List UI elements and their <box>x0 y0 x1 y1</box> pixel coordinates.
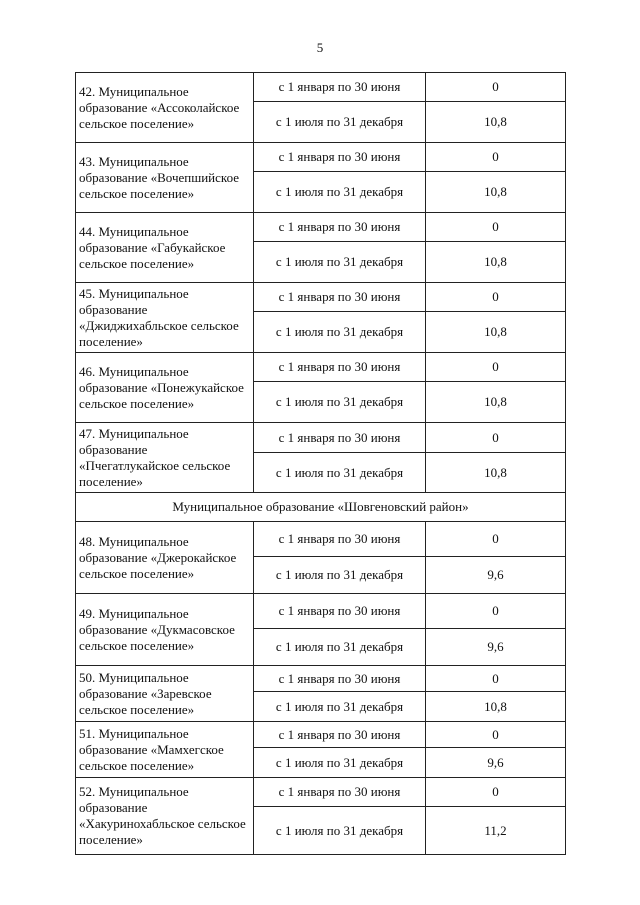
value-second-half: 10,8 <box>426 102 566 143</box>
period-first-half: с 1 января по 30 июня <box>254 283 426 312</box>
period-first-half: с 1 января по 30 июня <box>254 73 426 102</box>
period-first-half: с 1 января по 30 июня <box>254 778 426 807</box>
period-second-half: с 1 июля по 31 декабря <box>254 102 426 143</box>
period-first-half: с 1 января по 30 июня <box>254 143 426 172</box>
value-second-half: 10,8 <box>426 453 566 493</box>
value-first-half: 0 <box>426 722 566 748</box>
period-second-half: с 1 июля по 31 декабря <box>254 312 426 353</box>
section-title: Муниципальное образование «Шовгеновский район» <box>76 493 566 522</box>
tariff-table <box>75 72 566 855</box>
value-first-half: 0 <box>426 423 566 453</box>
page-number: 5 <box>316 40 324 55</box>
value-first-half: 0 <box>426 353 566 382</box>
table-row <box>76 522 566 557</box>
period-first-half: с 1 января по 30 июня <box>254 522 426 557</box>
municipality-name: 52. Муниципальное образование «Хакуринохабльское сельское поселение» <box>76 778 254 855</box>
table-row <box>76 594 566 629</box>
value-second-half: 10,8 <box>426 242 566 283</box>
value-first-half: 0 <box>426 666 566 692</box>
value-first-half: 0 <box>426 73 566 102</box>
period-second-half: с 1 июля по 31 декабря <box>254 242 426 283</box>
period-second-half: с 1 июля по 31 декабря <box>254 557 426 594</box>
municipality-name: 46. Муниципальное образование «Понежукайское сельское поселение» <box>76 353 254 423</box>
table-row <box>76 722 566 748</box>
value-first-half: 0 <box>426 594 566 629</box>
municipality-name: 50. Муниципальное образование «Заревское сельское поселение» <box>76 666 254 722</box>
period-first-half: с 1 января по 30 июня <box>254 353 426 382</box>
municipality-name: 49. Муниципальное образование «Дукмасовское сельское поселение» <box>76 594 254 666</box>
table-row <box>76 143 566 172</box>
period-first-half: с 1 января по 30 июня <box>254 423 426 453</box>
value-second-half: 11,2 <box>426 807 566 855</box>
table-row <box>76 213 566 242</box>
table-row <box>76 283 566 312</box>
municipality-name: 48. Муниципальное образование «Джерокайское сельское поселение» <box>76 522 254 594</box>
table-row <box>76 423 566 453</box>
period-second-half: с 1 июля по 31 декабря <box>254 453 426 493</box>
value-first-half: 0 <box>426 143 566 172</box>
period-first-half: с 1 января по 30 июня <box>254 666 426 692</box>
municipality-name: 47. Муниципальное образование «Пчегатлукайское сельское поселение» <box>76 423 254 493</box>
period-second-half: с 1 июля по 31 декабря <box>254 807 426 855</box>
value-first-half: 0 <box>426 778 566 807</box>
value-second-half: 10,8 <box>426 382 566 423</box>
value-second-half: 10,8 <box>426 692 566 722</box>
period-second-half: с 1 июля по 31 декабря <box>254 748 426 778</box>
table-row <box>76 666 566 692</box>
municipality-name: 44. Муниципальное образование «Габукайское сельское поселение» <box>76 213 254 283</box>
value-second-half: 9,6 <box>426 748 566 778</box>
value-first-half: 0 <box>426 213 566 242</box>
period-second-half: с 1 июля по 31 декабря <box>254 692 426 722</box>
period-first-half: с 1 января по 30 июня <box>254 594 426 629</box>
period-second-half: с 1 июля по 31 декабря <box>254 629 426 666</box>
municipality-name: 45. Муниципальное образование «Джиджихабльское сельское поселение» <box>76 283 254 353</box>
table-row <box>76 778 566 807</box>
value-second-half: 10,8 <box>426 172 566 213</box>
period-second-half: с 1 июля по 31 декабря <box>254 382 426 423</box>
municipality-name: 42. Муниципальное образование «Ассоколайское сельское поселение» <box>76 73 254 143</box>
period-first-half: с 1 января по 30 июня <box>254 722 426 748</box>
municipality-name: 51. Муниципальное образование «Мамхегское сельское поселение» <box>76 722 254 778</box>
table-body <box>76 73 566 855</box>
section-row <box>76 493 566 522</box>
period-first-half: с 1 января по 30 июня <box>254 213 426 242</box>
value-second-half: 10,8 <box>426 312 566 353</box>
value-first-half: 0 <box>426 283 566 312</box>
period-second-half: с 1 июля по 31 декабря <box>254 172 426 213</box>
value-second-half: 9,6 <box>426 557 566 594</box>
value-first-half: 0 <box>426 522 566 557</box>
municipality-name: 43. Муниципальное образование «Вочепшийское сельское поселение» <box>76 143 254 213</box>
table-row <box>76 73 566 102</box>
value-second-half: 9,6 <box>426 629 566 666</box>
table-row <box>76 353 566 382</box>
